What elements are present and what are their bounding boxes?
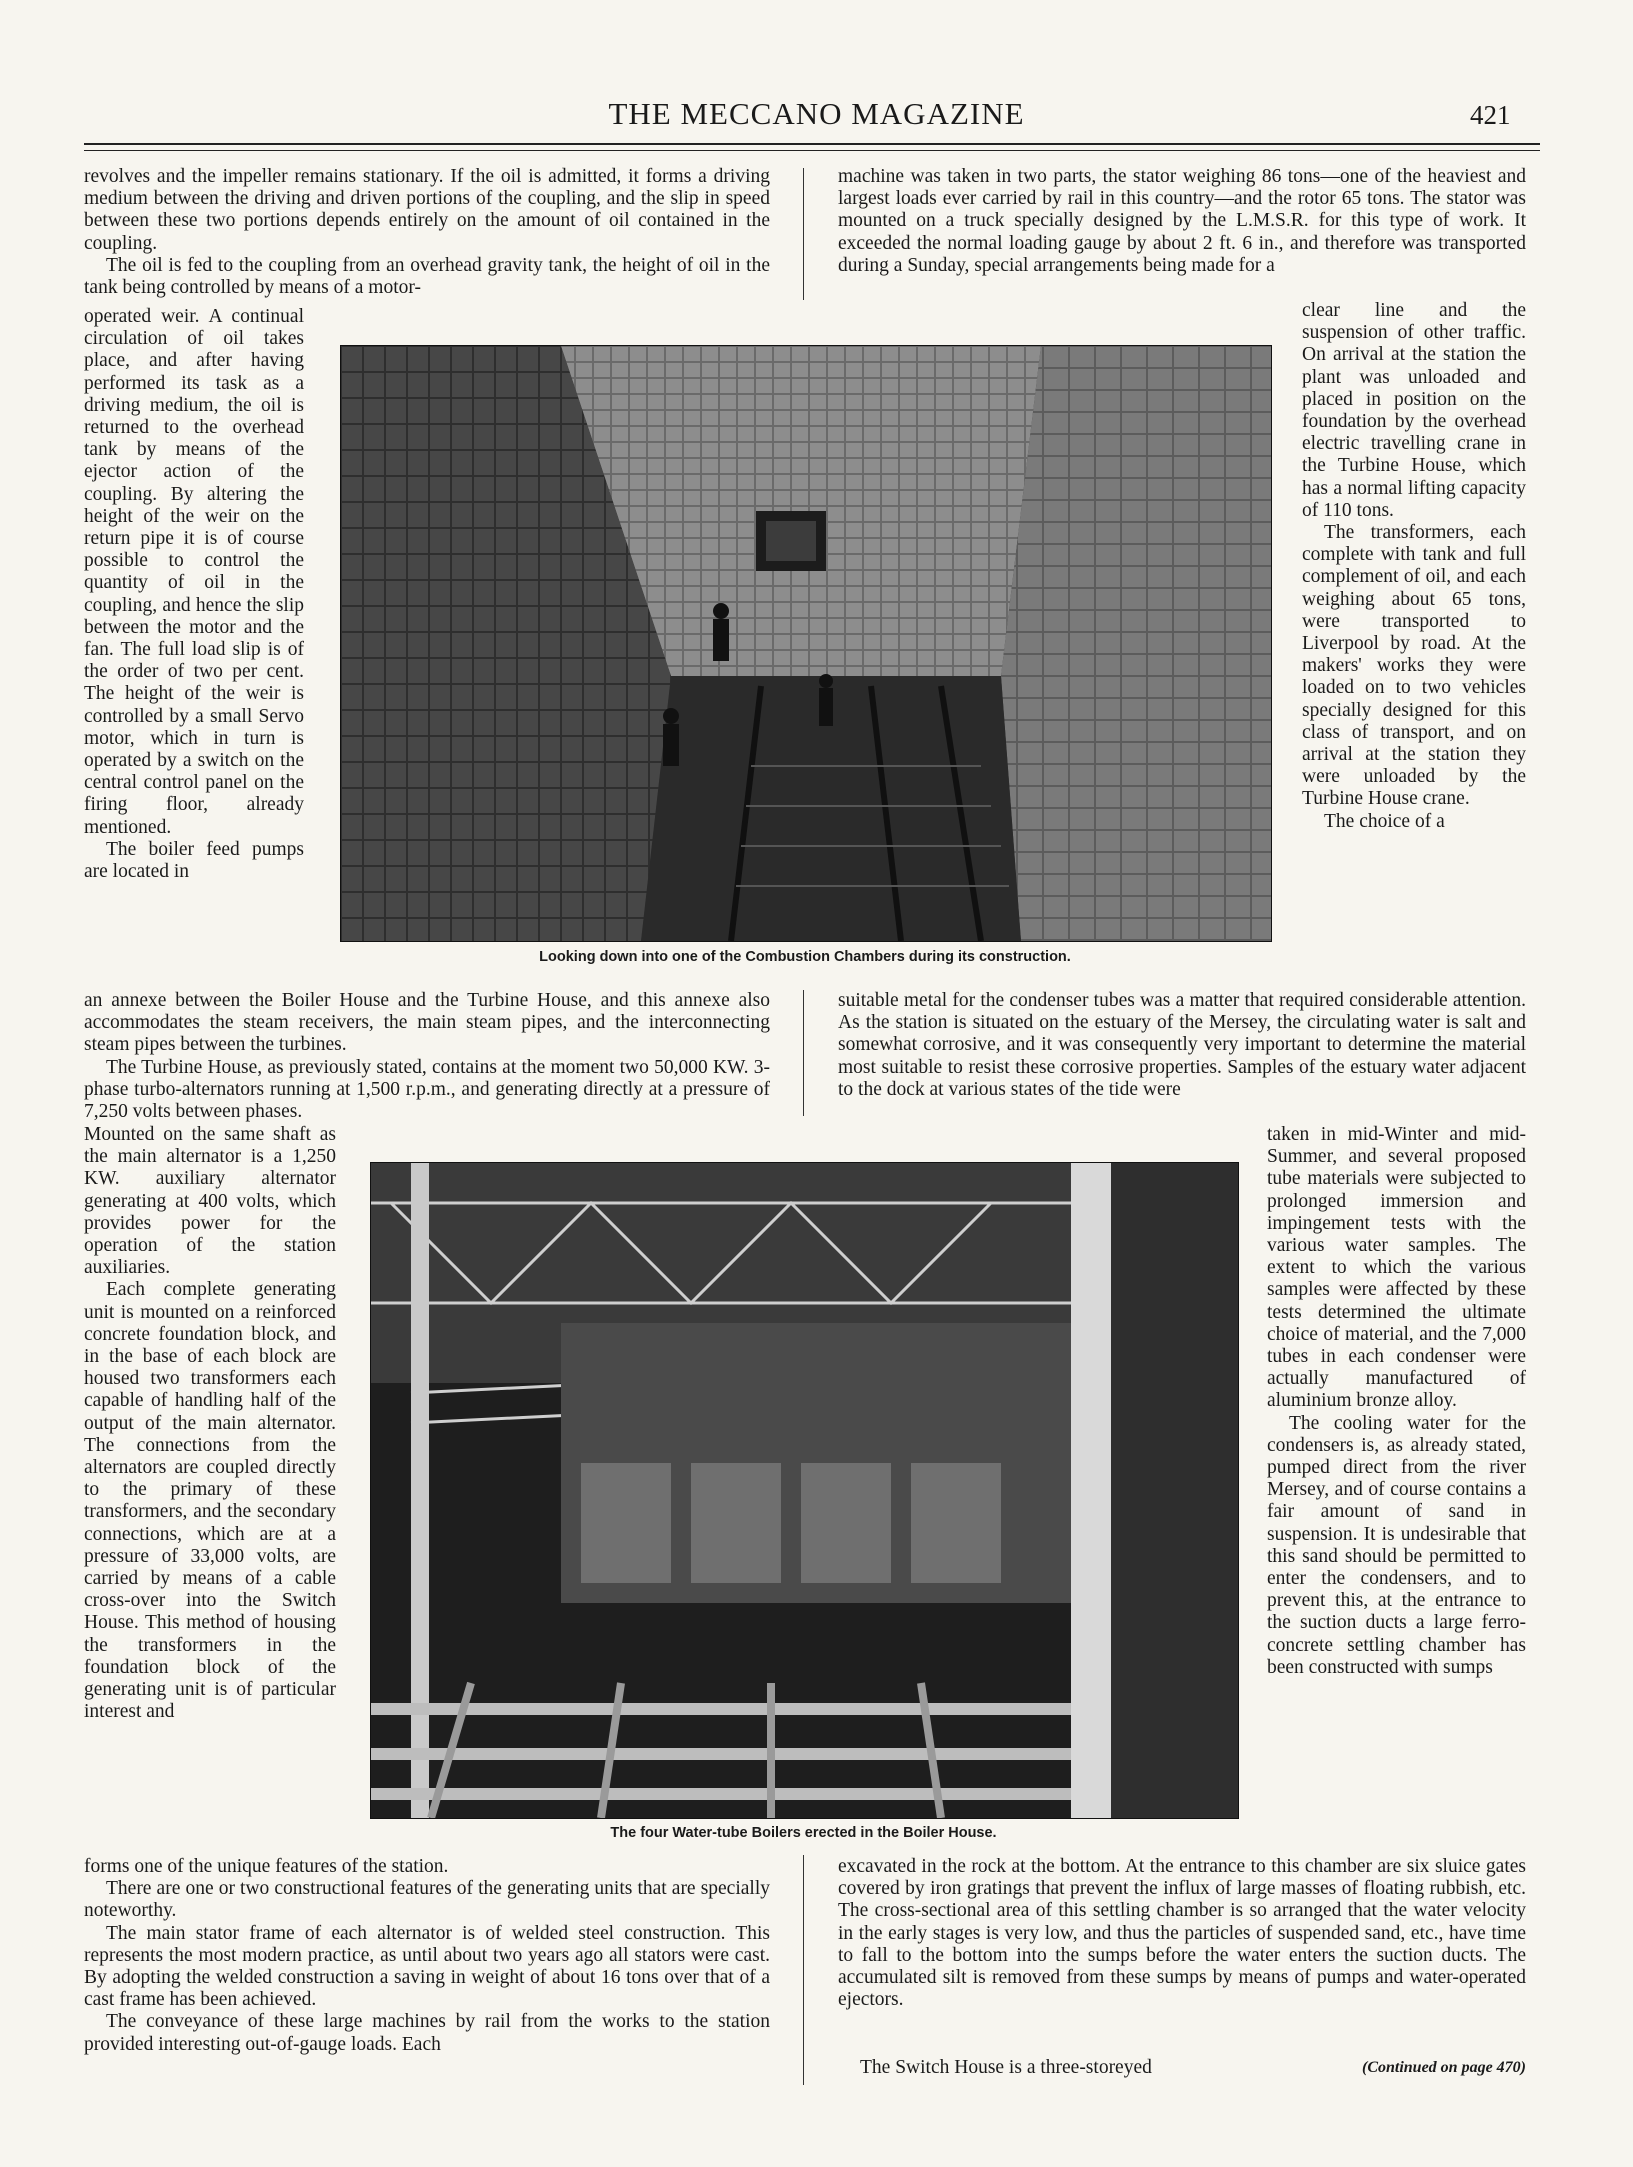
column-divider-top bbox=[803, 168, 804, 300]
paragraph: excavated in the rock at the bottom. At the entrance to this chamber are six sluice gates covered by iron gratings that prevent the influx of large masses of floating rubbish, etc. The cross-sectional area of this settling chamber is so arranged that the water velocity in the early stages is very low, and thus the particles of suspended sand, etc., have time to fall to the bottom into the sumps before the water enters the suction ducts. The accumulated silt is removed from these sumps by means of pumps and water-operated ejectors. bbox=[838, 1856, 1526, 2011]
paragraph: The cooling water for the condensers is, as already stated, pumped direct from the river Mersey, and of course contains a fair amount of sand in suspension. It is undesirable that this sand should be permitted to enter the condensers, and to prevent this, at the entrance to the suction ducts a large ferro-concrete settling chamber has been constructed with sumps bbox=[1267, 1412, 1526, 1678]
paragraph: The choice of a bbox=[1324, 810, 1445, 832]
paragraph: machine was taken in two parts, the stator weighing 86 tons—one of the heaviest and largest loads ever carried by rail in this country—and the rotor 65 tons. The stator was mounted on a truck specially designed by the L.M.S.R. for this type of work. It exceeded the normal loading gauge by about 2 ft. 6 in., and therefore was transported during a Sunday, special arrangements being made for a bbox=[838, 166, 1526, 276]
paragraph: revolves and the impeller remains stationary. If the oil is admitted, it forms a driving medium between the driving and driven portions of the coupling, and the slip in speed between these two portions depends entirely on the amount of oil contained in the coupling. bbox=[84, 166, 770, 254]
paragraph: There are one or two constructional features of the generating units that are specially noteworthy. bbox=[84, 1878, 770, 1922]
combustion-chamber-photo bbox=[340, 345, 1272, 942]
col1-top-text bbox=[84, 166, 770, 299]
figure-caption: Looking down into one of the Combustion Chambers during its construction. bbox=[539, 949, 1071, 965]
col2-narrow-text-1 bbox=[1302, 300, 1526, 833]
paragraph: clear line and the suspension of other traffic. On arrival at the station the plant was unloaded and placed in position on the foundation by the overhead electric travelling crane in the Turbine House, which has a normal lifting capacity of 110 tons. bbox=[1302, 300, 1526, 521]
paragraph: taken in mid-Winter and mid-Summer, and several proposed tube materials were subjected to prolonged immersion and impingement tests with the various water samples. The extent to which the various samples were affected by these tests determined the ultimate choice of material, and the 7,000 tubes in each condenser were actually manufactured of aluminium bronze alloy. bbox=[1267, 1124, 1526, 1412]
col1-bottom-text bbox=[84, 1856, 770, 2056]
col1-mid-text bbox=[84, 990, 770, 1123]
paragraph: forms one of the unique features of the station. bbox=[84, 1856, 449, 1877]
boiler-house-illustration bbox=[371, 1163, 1238, 1818]
col2-last-line bbox=[838, 2057, 1526, 2081]
paragraph: The transformers, each complete with tank and full complement of oil, and each weighing about 65 tons, were transported to Liverpool by road. At the makers' works they were loaded on to two vehicles specially designed for this class of transport, and on arrival at the station they were unloaded by the Turbine House crane. bbox=[1302, 522, 1526, 810]
magazine-title: THE MECCANO MAGAZINE bbox=[608, 96, 1025, 131]
paragraph: The Turbine House, as previously stated, contains at the moment two 50,000 KW. 3-phase turbo-alternators running at 1,500 r.p.m., and generating directly at a pressure of 7,250 volts between phases. bbox=[84, 1056, 770, 1123]
paragraph: Each complete generating unit is mounted on a reinforced concrete foundation block, and in the base of each block are housed two transformers each capable of handling half of the output of the main alternator. The connections from the alternators are coupled directly to the primary of these transformers, and the secondary connections, which are at a pressure of 33,000 volts, are carried by means of a cable cross-over into the Switch House. This method of housing the transformers in the foundation block of the generating unit is of particular interest and bbox=[84, 1279, 336, 1723]
paragraph: The oil is fed to the coupling from an overhead gravity tank, the height of oil in the tank being controlled by means of a motor- bbox=[84, 254, 770, 299]
column-divider-middle bbox=[803, 990, 804, 1116]
paragraph: The boiler feed pumps are located in bbox=[84, 838, 304, 883]
paragraph: suitable metal for the condenser tubes was a matter that required considerable attention. As the station is situated on the estuary of the Mersey, the circulating water is salt and somewhat corrosive, and it was consequently very important to determine the material most suitable to resist these corrosive properties. Samples of the estuary water adjacent to the dock at various states of the tide were bbox=[838, 990, 1526, 1100]
paragraph: an annexe between the Boiler House and the Turbine House, and this annexe also accommodates the steam receivers, the main steam pipes, and the interconnecting steam pipes between the turbines. bbox=[84, 990, 770, 1056]
paragraph: The main stator frame of each alternator is of welded steel construction. This represents the most modern practice, as until about two years ago all stators were cast. By adopting the welded construction a saving in weight of about 16 tons over that of a cast frame has been achieved. bbox=[84, 1922, 770, 2011]
col2-narrow-text-2 bbox=[1267, 1124, 1526, 1679]
paragraph: Mounted on the same shaft as the main alternator is a 1,250 KW. auxiliary alternator generating at 400 volts, which provides power for the operation of the station auxiliaries. bbox=[84, 1124, 336, 1279]
col1-narrow-text-2 bbox=[84, 1124, 336, 1723]
header-rule bbox=[84, 143, 1540, 151]
paragraph: operated weir. A continual circulation of oil takes place, and after having performed its task as a driving medium, the oil is returned to the overhead tank by means of the ejector action of the coupling. By altering the height of the weir on the return pipe it is of course possible to control the quantity of oil in the coupling, and hence the slip between the motor and the fan. The full load slip is of the order of two per cent. The height of the weir is controlled by a small Servo motor, which in turn is operated by a switch on the central control panel on the firing floor, already mentioned. bbox=[84, 306, 304, 838]
continued-note: (Continued on page 470) bbox=[1361, 2059, 1526, 2076]
closing-line: The Switch House is a three-storeyed bbox=[860, 2057, 1152, 2078]
column-divider-bottom bbox=[803, 1855, 804, 2085]
boiler-house-photo bbox=[370, 1162, 1239, 1819]
figure-caption: The four Water-tube Boilers erected in the Boiler House. bbox=[610, 1825, 997, 1841]
col1-narrow-text-1 bbox=[84, 306, 304, 883]
paragraph: The conveyance of these large machines by rail from the works to the station provided interesting out-of-gauge loads. Each bbox=[84, 2011, 770, 2055]
page-number: 421 bbox=[1470, 100, 1511, 130]
col2-bottom-text bbox=[838, 1856, 1526, 2011]
col2-top-text bbox=[838, 166, 1526, 277]
combustion-chamber-illustration bbox=[341, 346, 1271, 941]
col2-mid-text bbox=[838, 990, 1526, 1101]
